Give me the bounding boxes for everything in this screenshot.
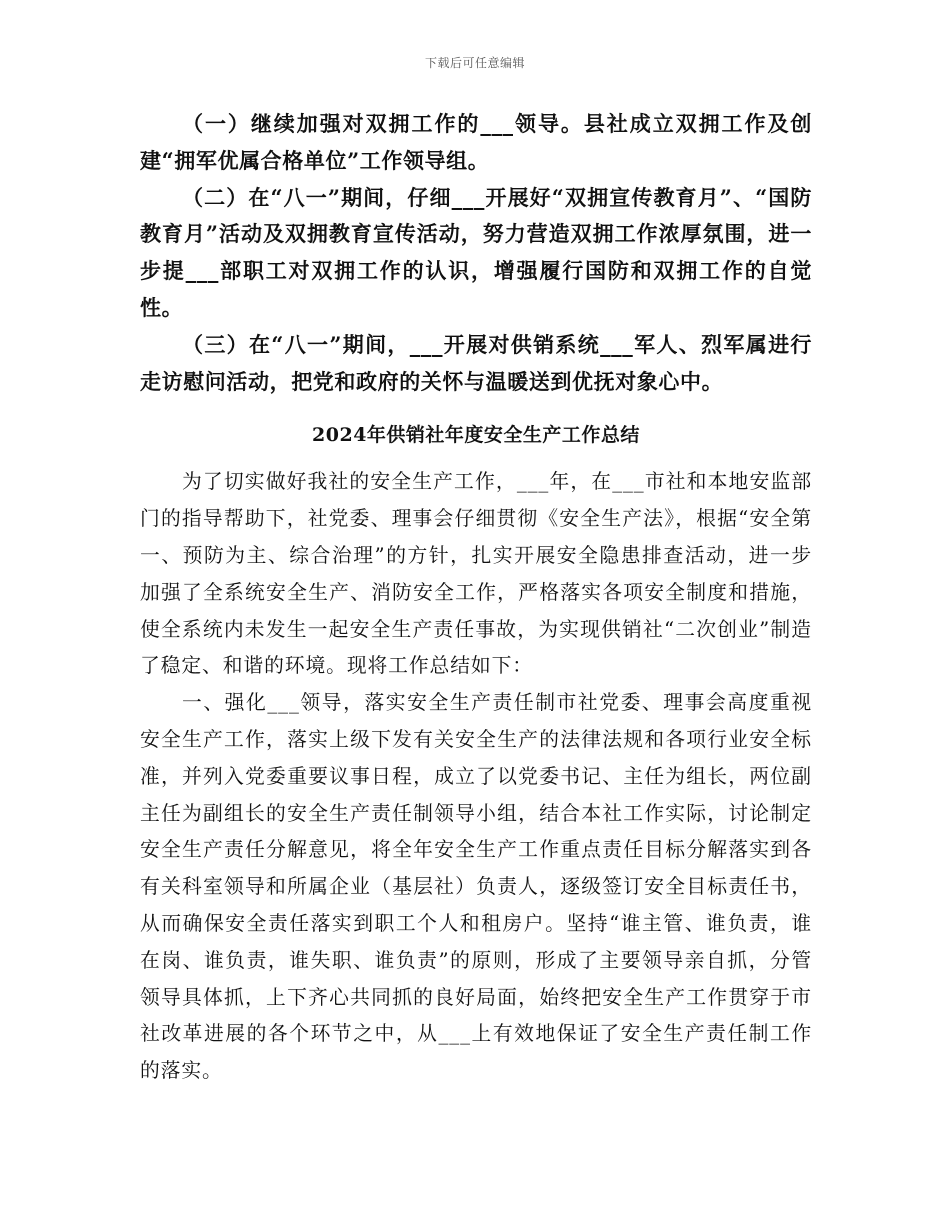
page-header-note: 下载后可任意编辑 xyxy=(424,56,525,70)
intro-paragraph: 为了切实做好我社的安全生产工作，___年，在___市社和本地安监部门的指导帮助下，社党委、理事会仔细贯彻《安全生产法》，根据“安全第一、预防为主、综合治理”的方针，扎实开展安全隐患排查活动，进一步加强了全系统安全生产、消防安全工作，严格落实各项安全制度和措施，使全系统内未发生一起安全生产责任事故，为实现供销社“二次创业”制造了稳定、和谐的环境。现将工作总结如下： xyxy=(140,470,812,678)
document-body xyxy=(140,106,812,1090)
paragraph-item-3: （三）在“八一”期间，___开展对供销系统___军人、烈军属进行走访慰问活动，把党和政府的关怀与温暖送到优抚对象心中。 xyxy=(140,331,812,394)
paragraph-item-2: （二）在“八一”期间，仔细___开展好“双拥宣传教育月”、“国防教育月”活动及双拥教育宣传活动，努力营造双拥工作浓厚氛围，进一步提___部职工对双拥工作的认识，增强履行国防和双拥工作的自觉性。 xyxy=(140,184,812,320)
bold-section xyxy=(140,106,812,400)
summary-section xyxy=(140,464,812,1090)
section-one-paragraph: 一、强化___领导，落实安全生产责任制市社党委、理事会高度重视安全生产工作，落实上级下发有关安全生产的法律法规和各项行业安全标准，并列入党委重要议事日程，成立了以党委书记、主任为组长，两位副主任为副组长的安全生产责任制领导小组，结合本社工作实际，讨论制定安全生产责任分解意见，将全年安全生产工作重点责任目标分解落实到各有关科室领导和所属企业（基层社）负责人，逐级签订安全目标责任书，从而确保安全责任落实到职工个人和租房户。坚持“谁主管、谁负责，谁在岗、谁负责，谁失职、谁负责”的原则，形成了主要领导亲自抓，分管领导具体抓，上下齐心共同抓的良好局面，始终把安全生产工作贯穿于市社改革进展的各个环节之中，从___上有效地保证了安全生产责任制工作的落实。 xyxy=(140,691,812,1083)
paragraph-item-1: （一）继续加强对双拥工作的___领导。县社成立双拥工作及创建“拥军优属合格单位”工作领导组。 xyxy=(140,111,812,173)
document-title: 2024年供销社年度安全生产工作总结 xyxy=(312,424,640,447)
